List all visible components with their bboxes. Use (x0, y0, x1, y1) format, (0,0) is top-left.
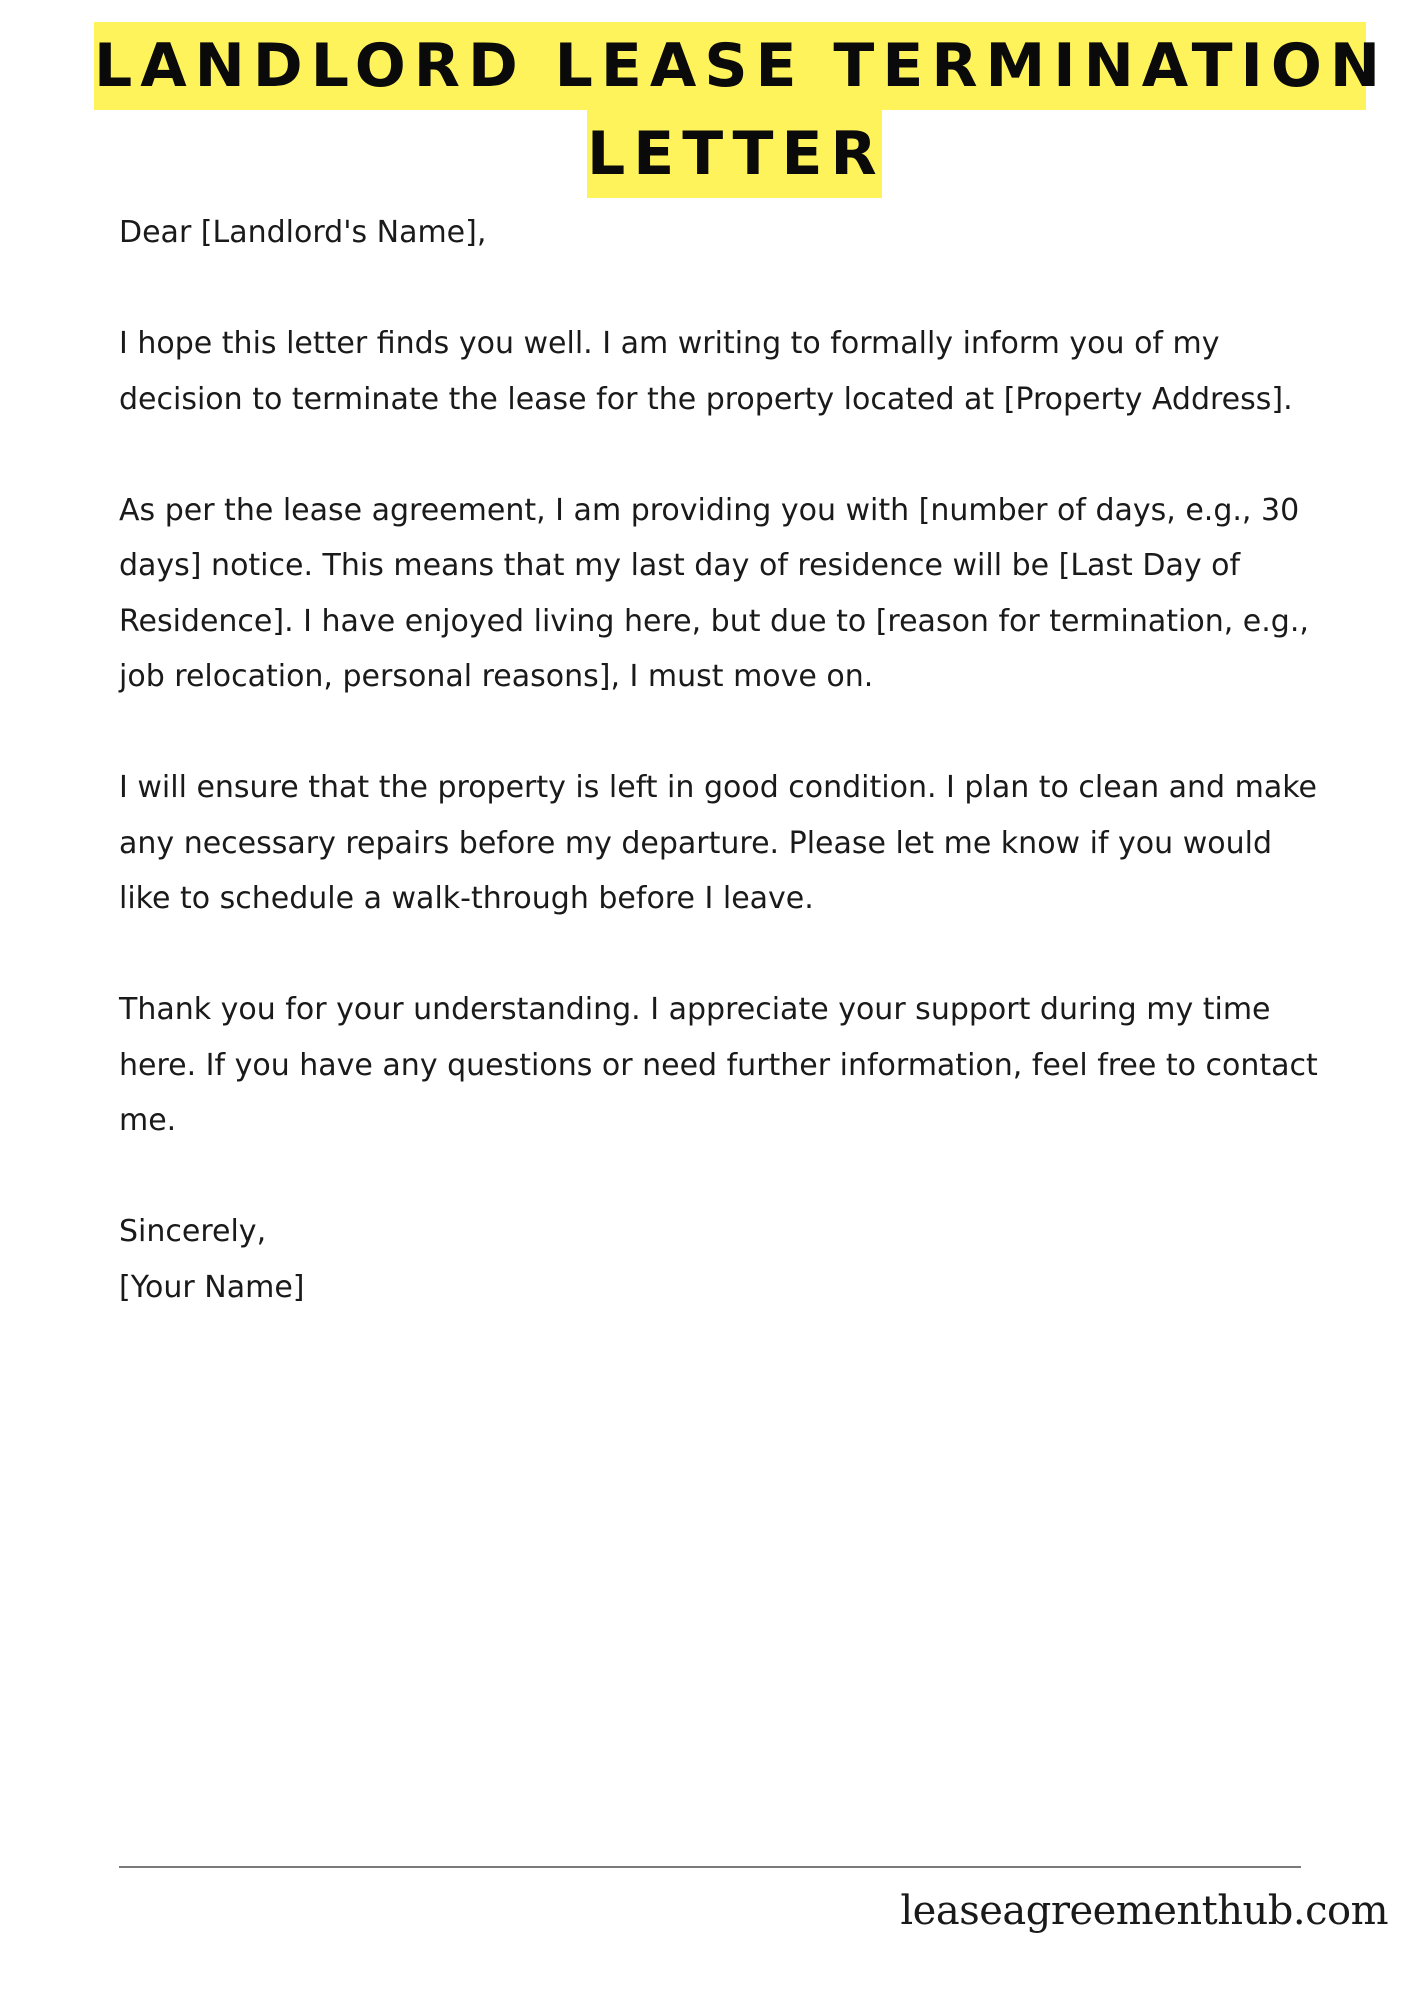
closing: Sincerely, (119, 1214, 267, 1249)
title-line-1: LANDLORD LEASE TERMINATION (94, 22, 1366, 110)
footer-divider (119, 1866, 1301, 1868)
signature: [Your Name] (119, 1269, 305, 1305)
salutation: Dear [Landlord's Name], (119, 215, 487, 250)
paragraph-condition: I will ensure that the property is left in good condition. I plan to clean and make any necessary repairs before my departure. Please let me know if you would like to schedule a walk-through before I leave. (119, 770, 1317, 916)
letter-body (119, 205, 1319, 1315)
footer-website: leaseagreementhub.com (900, 1888, 1388, 1934)
paragraph-thanks: Thank you for your understanding. I appreciate your support during my time here. If you have any questions or need further information, feel free to contact me. (119, 992, 1318, 1138)
title-line-2: LETTER (587, 110, 882, 198)
paragraph-intro: I hope this letter finds you well. I am writing to formally inform you of my decision to terminate the lease for the property located at [Property Address]. (119, 326, 1293, 417)
paragraph-notice: As per the lease agreement, I am providing you with [number of days, e.g., 30 days] notice. This means that my last day of residence will be [Last Day of Residence]. I have enjoyed living here, but due to [reason for termination, e.g., job relocation, personal reasons], I must move on. (119, 492, 1309, 694)
